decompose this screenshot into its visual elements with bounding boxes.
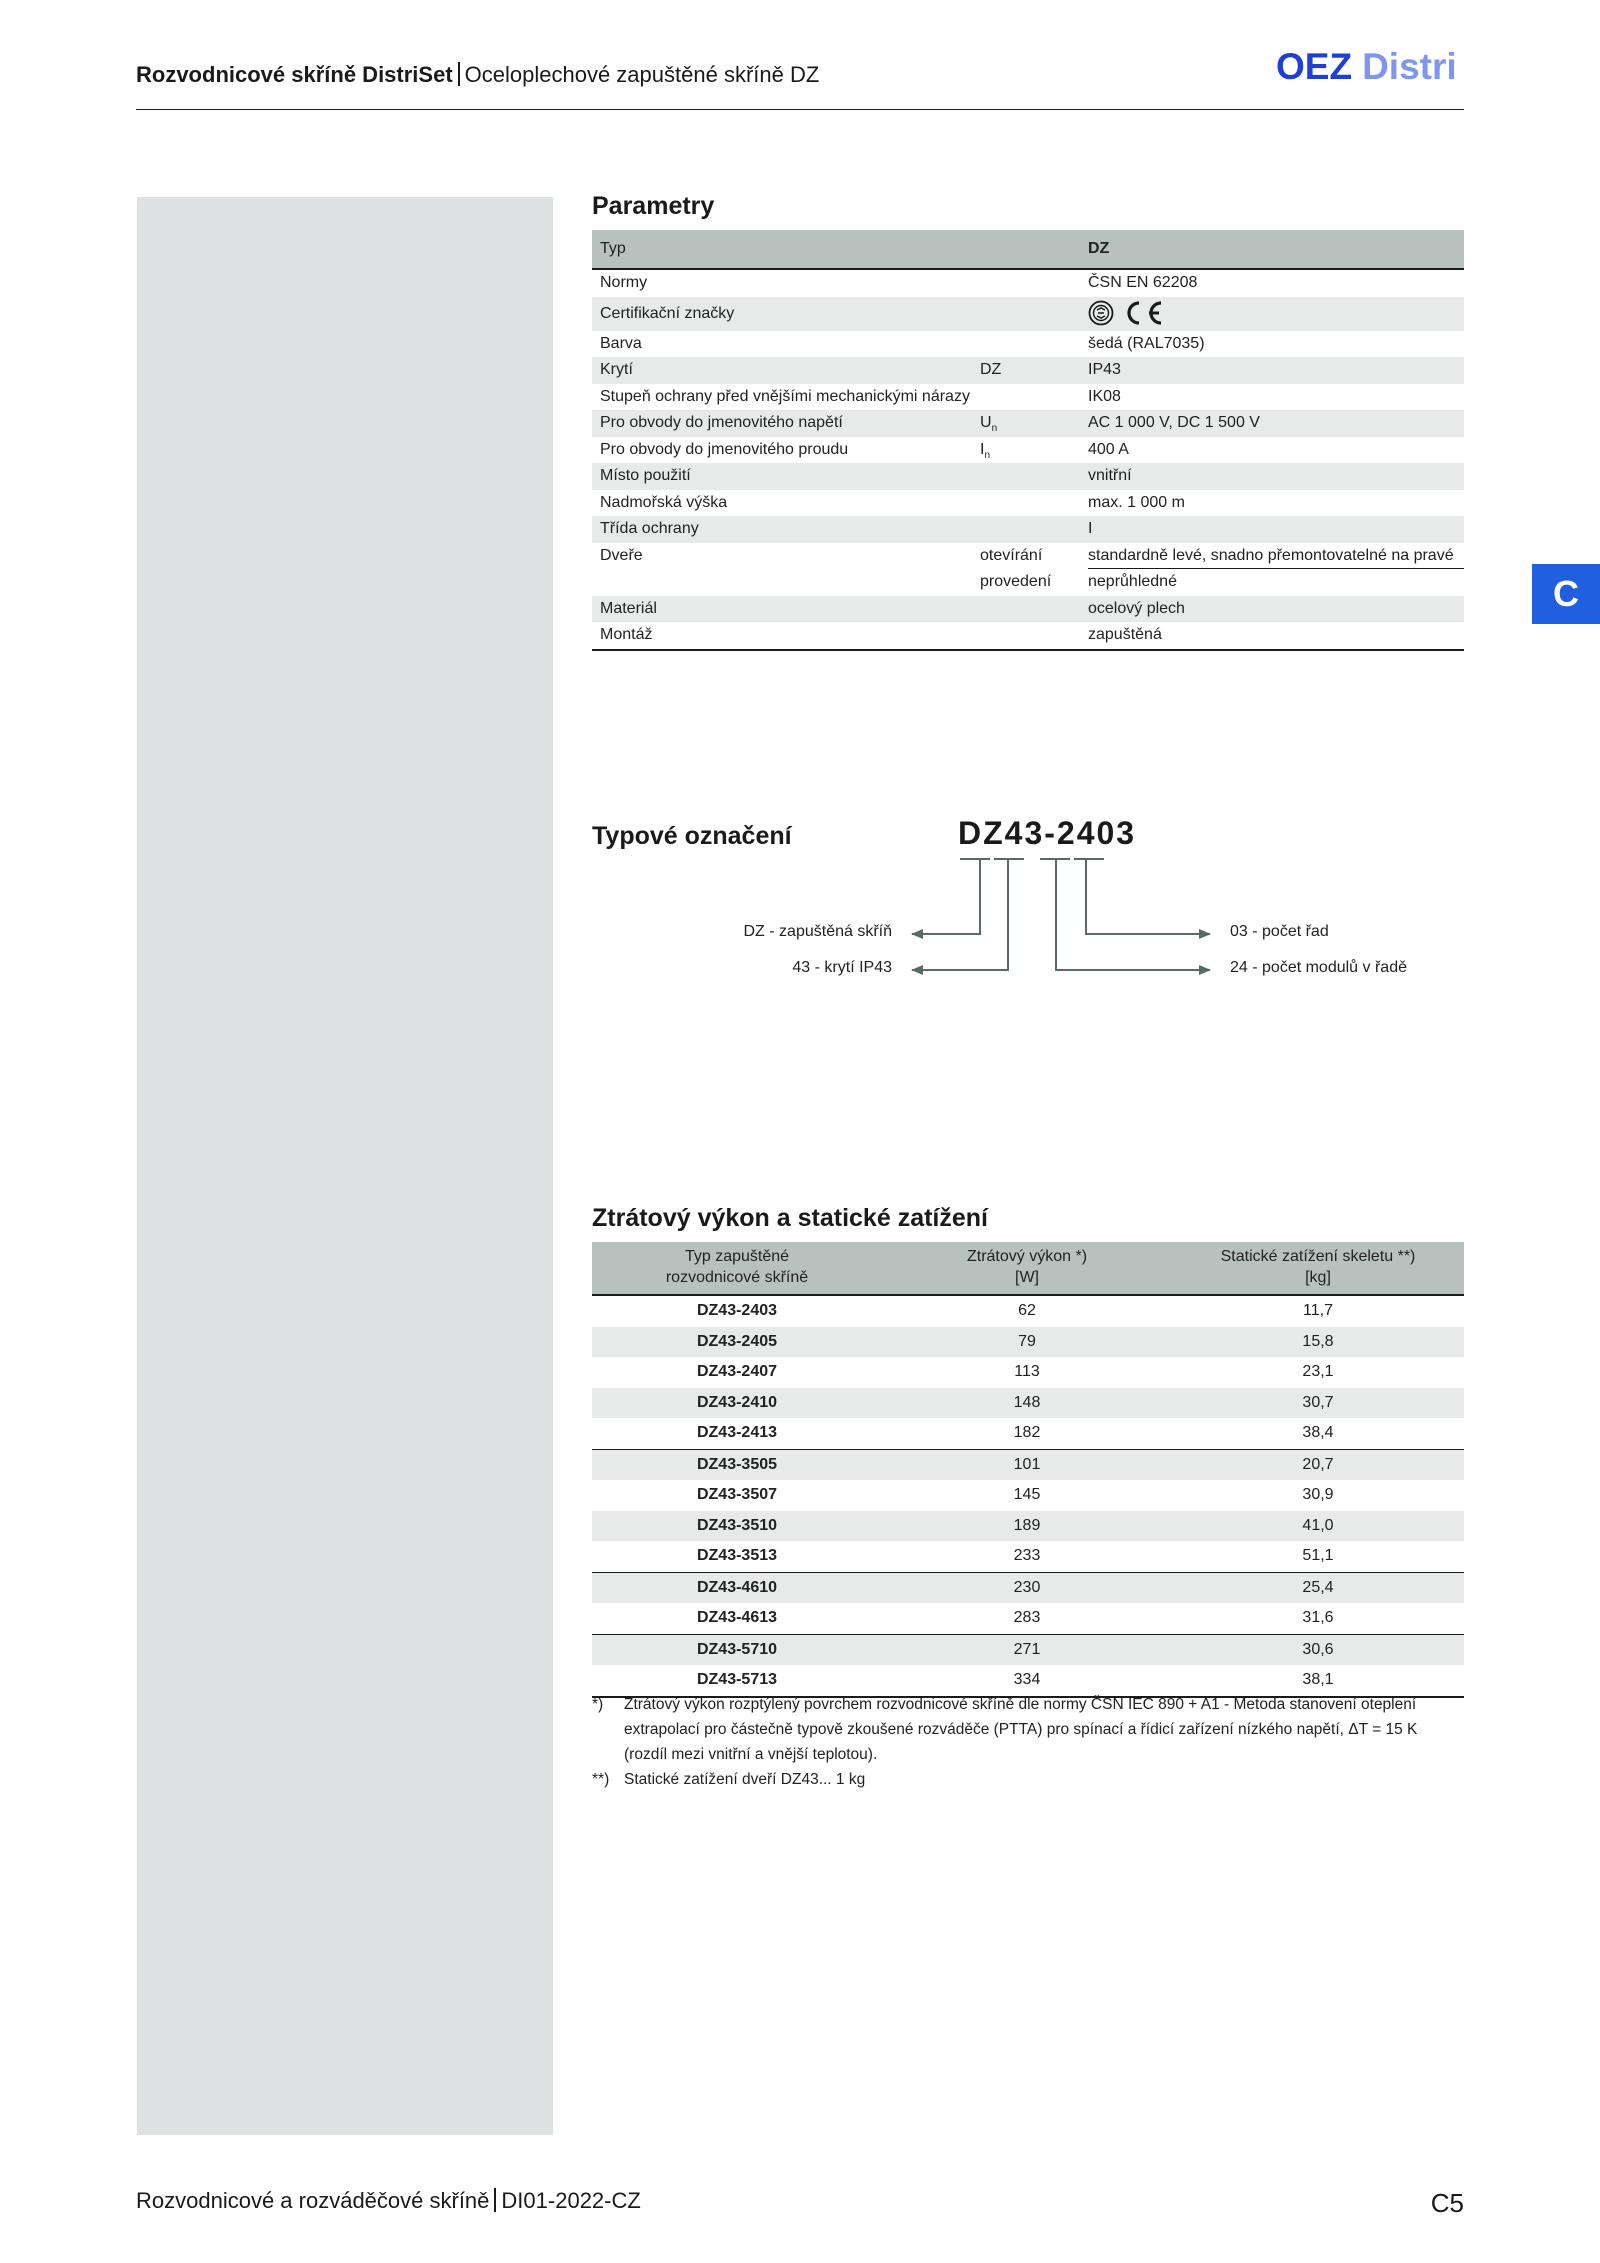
- cell-power: 182: [1013, 1424, 1041, 1441]
- cell-type: DZ43-3505: [696, 1455, 778, 1473]
- param-label: Krytí: [600, 361, 633, 378]
- table-row: [592, 1665, 1464, 1696]
- table-row: [592, 1418, 1464, 1449]
- type-label-dz: DZ - zapuštěná skříň: [743, 923, 892, 940]
- parameters-header-label: Typ: [600, 240, 626, 257]
- header-line: Ztrátový výkon *): [966, 1248, 1088, 1265]
- footnote: [592, 1767, 1464, 1792]
- footnote-text: Statické zatížení dveří DZ43... 1 kg: [624, 1771, 866, 1788]
- logo-distri: Distri: [1362, 46, 1457, 87]
- table-row: [592, 1296, 1464, 1327]
- cell-type: DZ43-2407: [696, 1363, 778, 1380]
- param-symbol-index: n: [984, 449, 991, 461]
- table-row: [592, 1634, 1464, 1666]
- table-row: [592, 270, 1464, 297]
- header-line: Statické zatížení skeletu **): [1220, 1248, 1416, 1265]
- typove-oznaceni-title: Typové označení: [592, 822, 792, 850]
- table-row: [592, 622, 1464, 649]
- type-label-03: 03 - počet řad: [1230, 923, 1329, 940]
- param-label: Třída ochrany: [600, 520, 699, 537]
- type-label-43: 43 - krytí IP43: [792, 959, 892, 976]
- cell-load: 38,4: [1302, 1424, 1334, 1441]
- power-loss-header: [592, 1242, 1464, 1296]
- cell-power: 62: [1018, 1302, 1036, 1319]
- param-label: Místo použití: [600, 467, 691, 484]
- type-label-24: 24 - počet modulů v řadě: [1230, 959, 1407, 976]
- cell-power: 230: [1013, 1578, 1041, 1596]
- cell-load: 23,1: [1302, 1363, 1334, 1380]
- param-label: Dveře: [600, 546, 643, 564]
- table-row: [592, 1449, 1464, 1481]
- cell-type: DZ43-2403: [696, 1302, 778, 1319]
- cell-load: 41,0: [1302, 1516, 1334, 1534]
- param-sub: otevírání: [980, 546, 1043, 564]
- param-sub: provedení: [980, 573, 1052, 590]
- oez-distri-logo: [1276, 46, 1457, 88]
- cell-load: 38,1: [1302, 1671, 1334, 1688]
- cell-load: 31,6: [1302, 1609, 1334, 1626]
- param-value: IP43: [1088, 361, 1121, 378]
- param-value: I: [1088, 520, 1093, 537]
- cell-load: 30,9: [1302, 1486, 1334, 1503]
- table-footnotes: [592, 1692, 1464, 1792]
- cell-power: 79: [1018, 1332, 1036, 1350]
- page-number: C5: [1430, 2188, 1464, 2218]
- cell-load: 11,7: [1303, 1302, 1333, 1319]
- header-line: [W]: [1015, 1269, 1039, 1286]
- param-value: IK08: [1088, 387, 1121, 405]
- cell-type: DZ43-2410: [696, 1393, 778, 1411]
- connector-03: [1086, 859, 1210, 934]
- cell-type: DZ43-5710: [696, 1640, 778, 1658]
- footnote: [592, 1692, 1464, 1767]
- param-label: Pro obvody do jmenovitého napětí: [600, 414, 843, 431]
- table-row: [592, 516, 1464, 543]
- cell-type: DZ43-3510: [696, 1516, 778, 1534]
- cell-power: 101: [1013, 1455, 1041, 1473]
- parameters-header-row: [592, 230, 1464, 270]
- table-row: [592, 331, 1464, 358]
- table-row: [592, 1541, 1464, 1572]
- cell-load: 25,4: [1302, 1578, 1334, 1596]
- footer-catalog-name: Rozvodnicové a rozváděčové skříně: [136, 2188, 490, 2213]
- table-row: [592, 1572, 1464, 1604]
- footnote-text: Ztrátový výkon rozptýlený povrchem rozvodnicové skříně dle normy ČSN IEC 890 + A1 - Metoda stanovení oteplení extrapolací pro částečně typově zkoušené rozváděče (PTTA) pro spínací a řídicí zařízení nízkého napětí, ΔT = 15 K (rozdíl mezi vnitřní a vnější teplotou).: [624, 1696, 1418, 1763]
- param-value: AC 1 000 V, DC 1 500 V: [1088, 414, 1260, 431]
- cell-load: 30,7: [1302, 1393, 1334, 1411]
- header-line: [kg]: [1305, 1269, 1331, 1286]
- cell-power: 113: [1014, 1363, 1040, 1380]
- param-label: Certifikační značky: [600, 304, 735, 322]
- side-panel: [137, 197, 553, 2135]
- param-symbol-index: n: [991, 423, 998, 434]
- power-loss-table: [592, 1242, 1464, 1698]
- cell-type: DZ43-3513: [696, 1547, 778, 1564]
- table-row: [592, 1388, 1464, 1419]
- footnote-mark: *): [592, 1696, 604, 1713]
- param-value: ocelový plech: [1088, 599, 1185, 617]
- param-label: Stupeň ochrany před vnějšími mechanickými nárazy: [600, 387, 970, 405]
- cell-power: 283: [1013, 1609, 1041, 1626]
- connector-43: [912, 859, 1008, 970]
- cell-type: DZ43-3507: [696, 1486, 778, 1503]
- cell-load: 15,8: [1302, 1332, 1334, 1350]
- connector-24: [1056, 859, 1210, 970]
- parameters-header-value: DZ: [1088, 240, 1110, 257]
- header-line: Typ zapuštěné: [684, 1248, 790, 1265]
- cell-power: 334: [1013, 1671, 1041, 1688]
- param-label: Barva: [600, 334, 642, 352]
- param-label: Materiál: [600, 599, 657, 617]
- param-sub: DZ: [980, 361, 1002, 378]
- table-row: [592, 1327, 1464, 1358]
- param-value: zapuštěná: [1088, 626, 1162, 643]
- table-row: [592, 463, 1464, 490]
- table-row: [592, 297, 1464, 331]
- type-code: DZ43-2403: [958, 815, 1137, 851]
- header-rule: [136, 109, 1464, 110]
- cell-type: DZ43-4610: [696, 1578, 778, 1596]
- param-value: max. 1 000 m: [1088, 493, 1185, 511]
- param-symbol: U: [980, 414, 992, 431]
- param-symbol: I: [980, 440, 985, 458]
- table-row: [592, 596, 1464, 623]
- certification-marks: [1088, 300, 1164, 326]
- param-value: neprůhledné: [1088, 573, 1177, 590]
- table-row: [592, 1511, 1464, 1542]
- connector-dz: [912, 859, 980, 934]
- table-row: [592, 490, 1464, 517]
- param-value: 400 A: [1088, 440, 1129, 458]
- footnote-mark: **): [592, 1771, 610, 1788]
- cell-power: 145: [1013, 1486, 1041, 1503]
- param-value: vnitřní: [1088, 467, 1132, 484]
- footer-divider: [494, 2188, 496, 2212]
- cell-type: DZ43-4613: [696, 1609, 778, 1626]
- header-line: rozvodnicové skříně: [665, 1269, 809, 1286]
- table-row: [592, 384, 1464, 411]
- table-row: [592, 1357, 1464, 1388]
- header-power-loss: [882, 1246, 1172, 1288]
- page-header-title: [136, 62, 819, 88]
- table-row: [592, 569, 1464, 596]
- table-row: [592, 437, 1464, 464]
- param-label: Montáž: [600, 626, 653, 643]
- cell-load: 30,6: [1302, 1640, 1334, 1658]
- table-row: [592, 410, 1464, 437]
- cell-load: 20,7: [1302, 1455, 1334, 1473]
- ezu-certification-mark-icon: [1088, 300, 1114, 326]
- parameters-table: [592, 230, 1464, 651]
- parametry-title: Parametry: [592, 192, 715, 220]
- cell-power: 271: [1013, 1640, 1041, 1658]
- param-value: šedá (RAL7035): [1088, 334, 1205, 352]
- table-row: [592, 1480, 1464, 1511]
- header-series-title: Rozvodnicové skříně DistriSet: [136, 62, 453, 87]
- cell-power: 148: [1013, 1393, 1041, 1411]
- header-static-load: [1172, 1246, 1464, 1288]
- table-row: [592, 543, 1464, 570]
- param-value: ČSN EN 62208: [1088, 274, 1198, 291]
- header-subtitle: Oceloplechové zapuštěné skříně DZ: [464, 62, 820, 87]
- param-value: [1088, 297, 1164, 331]
- cell-type: DZ43-2413: [696, 1424, 778, 1441]
- chapter-tab[interactable]: C: [1532, 564, 1600, 624]
- logo-oez: OEZ: [1276, 46, 1353, 87]
- cell-type: DZ43-5713: [696, 1671, 778, 1688]
- ztratovy-vykon-title: Ztrátový výkon a statické zatížení: [592, 1204, 988, 1232]
- param-label: Pro obvody do jmenovitého proudu: [600, 440, 849, 458]
- param-value: standardně levé, snadno přemontovatelné na pravé: [1088, 546, 1454, 564]
- table-end-rule: [592, 649, 1464, 651]
- cell-power: 189: [1013, 1516, 1041, 1534]
- table-row: [592, 1603, 1464, 1634]
- footer-title: [136, 2188, 641, 2214]
- cell-power: 233: [1013, 1547, 1041, 1564]
- table-row: [592, 357, 1464, 384]
- cell-type: DZ43-2405: [696, 1332, 778, 1350]
- header-divider: [458, 62, 460, 86]
- cell-load: 51,1: [1302, 1547, 1334, 1564]
- ce-mark-icon: [1120, 300, 1164, 326]
- header-type: [592, 1246, 882, 1288]
- param-label: Nadmořská výška: [600, 493, 728, 511]
- param-label: Normy: [600, 274, 648, 291]
- footer-doc-code: DI01-2022-CZ: [501, 2188, 641, 2213]
